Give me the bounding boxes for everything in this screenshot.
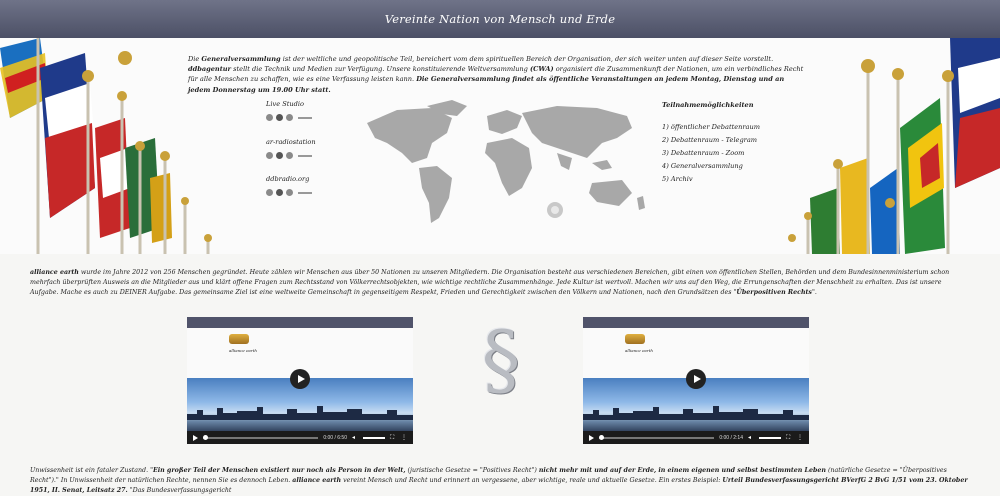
audio-player[interactable]	[266, 114, 312, 121]
volume-icon[interactable]	[286, 152, 293, 159]
radio-live-studio	[266, 100, 312, 121]
play-icon[interactable]	[193, 435, 198, 441]
stop-icon[interactable]	[276, 114, 283, 121]
hero-section	[0, 38, 1000, 254]
seek-bar[interactable]	[599, 437, 714, 439]
option-item[interactable]: 1) öffentlicher Debattenraum	[662, 123, 760, 131]
header-bar	[0, 0, 1000, 38]
about-text: alliance earth wurde im Jahre 2012 von 256 Menschen gegründet. Heute zählen wir Menschen aus über 50 Nationen zu unseren Mitgliedern. Die Organisation besteht aus verschiedenen Bereichen, gibt einen von öffentlichen Stellen, Behörden und dem Bundesinnenministerium schon mehrfach überprüften Ausweis an die Mitglieder aus und klärt offene Fragen zum Rechtsstand von Völkerrechtsobjekten, wie wichtige rechtliche Zusammenhänge. Jede Kultur ist wertvoll. Machen wir uns auf den Weg, die Errungenschaften der Menschheit zu erhalten. Das ist unsere Aufgabe. Mache es auch zu DEINER Aufgabe. Das gemeinsame Ziel ist eine weltweite Gemeinschaft in gegenseitigem Respekt, Frieden und Gerechtigkeit zwischen den Völkern und Nationen, nach den Grundsätzen des "Überpositiven Rechts".	[30, 269, 950, 297]
flags-left-image	[0, 38, 215, 254]
play-icon[interactable]	[266, 152, 273, 159]
video-header-bar	[187, 317, 413, 328]
volume-slider[interactable]	[759, 437, 781, 439]
radio-name: ddbradio.org	[266, 175, 310, 183]
volume-icon[interactable]	[286, 189, 293, 196]
video-header-bar	[583, 317, 809, 328]
volume-icon[interactable]	[286, 114, 293, 121]
seek-bar[interactable]	[203, 437, 318, 439]
video-site-title: alliance earth	[625, 348, 653, 353]
video-time: 0:00 / 6:50	[323, 434, 347, 441]
play-icon[interactable]	[589, 435, 594, 441]
volume-slider[interactable]	[298, 192, 312, 194]
play-button[interactable]	[686, 369, 706, 389]
option-item[interactable]: 4) Generalversammlung	[662, 162, 743, 170]
video-site-title: alliance earth	[229, 348, 257, 353]
page-title: Vereinte Nation von Mensch und Erde	[384, 12, 616, 26]
paragraph-sign-icon: §	[481, 315, 521, 405]
fullscreen-icon[interactable]: ⛶	[786, 434, 791, 441]
radio-ddbradio	[266, 175, 312, 196]
option-item[interactable]: 3) Debattenraum - Zoom	[662, 149, 745, 157]
video-controls	[187, 431, 413, 444]
volume-slider[interactable]	[298, 155, 312, 157]
volume-icon[interactable]: ◂	[748, 434, 752, 441]
video-player-1[interactable]	[187, 317, 413, 444]
play-icon[interactable]	[266, 114, 273, 121]
video-time: 0:00 / 2:14	[719, 434, 743, 441]
radio-ar-radiostation	[266, 138, 316, 159]
audio-player[interactable]	[266, 189, 312, 196]
logo-icon	[625, 334, 645, 344]
option-item[interactable]: 5) Archiv	[662, 175, 693, 183]
stop-icon[interactable]	[276, 189, 283, 196]
volume-icon[interactable]: ◂	[352, 434, 356, 441]
radio-name: ar-radiostation	[266, 138, 316, 146]
option-item[interactable]: 2) Debattenraum - Telegram	[662, 136, 758, 144]
logo-icon	[229, 334, 249, 344]
bottom-text: Unwissenheit ist ein fataler Zustand. "Ein großer Teil der Menschen existiert nur noch als Person in der Welt, (juristische Gesetze = "Positives Recht") nicht mehr mit und auf der Erde, in einem eigenen und selbst bestimmten Leben (natürliche Gesetze = "Überpositives Recht")." In Unwissenheit der natürlichen Rechte, nennen Sie es dennoch Leben. alliance earth vereint Mensch und Recht und erinnert an vergessene, aber wichtige, reale und aktuelle Gesetze. Ein erstes Beispiel: Urteil Bundesverfassungsgericht BVerfG 2 BvG 1/51 vom 23. Oktober 1951, II. Senat, Leitsatz 27. "Das Bundesverfassungsgericht	[30, 467, 968, 495]
options-heading: Teilnahmemöglichkeiten	[662, 101, 754, 109]
stop-icon[interactable]	[276, 152, 283, 159]
play-icon[interactable]	[266, 189, 273, 196]
world-map-image	[357, 98, 657, 228]
video-controls	[583, 431, 809, 444]
volume-slider[interactable]	[363, 437, 385, 439]
fullscreen-icon[interactable]: ⛶	[390, 434, 395, 441]
participation-options	[662, 101, 760, 188]
flags-right-image	[780, 38, 1000, 254]
intro-text: Die Generalversammlung ist der weltliche und geopolitische Teil, bereichert vom dem spirituellen Bereich der Organisation, der sich weiter unten auf dieser Seite vorstellt. ddbagentur stellt die Technik und Medien zur Verfügung. Unsere konstituierende Weltversammlung (CWA) organisiert die Zusammenkunft der Nationen, um ein verbindliches Recht für alle Menschen zu schaffen, wie es eine Verfassung leisten kann. Die Generalversammlung findet als öffentliche Veranstaltungen an jedem Montag, Dienstag und an jedem Donnerstag um 19.00 Uhr statt.	[188, 55, 804, 94]
more-options-icon[interactable]: ⋮	[797, 434, 803, 441]
audio-player[interactable]	[266, 152, 316, 159]
volume-slider[interactable]	[298, 117, 312, 119]
play-button[interactable]	[290, 369, 310, 389]
more-options-icon[interactable]: ⋮	[401, 434, 407, 441]
video-player-2[interactable]	[583, 317, 809, 444]
radio-name: Live Studio	[266, 100, 304, 108]
